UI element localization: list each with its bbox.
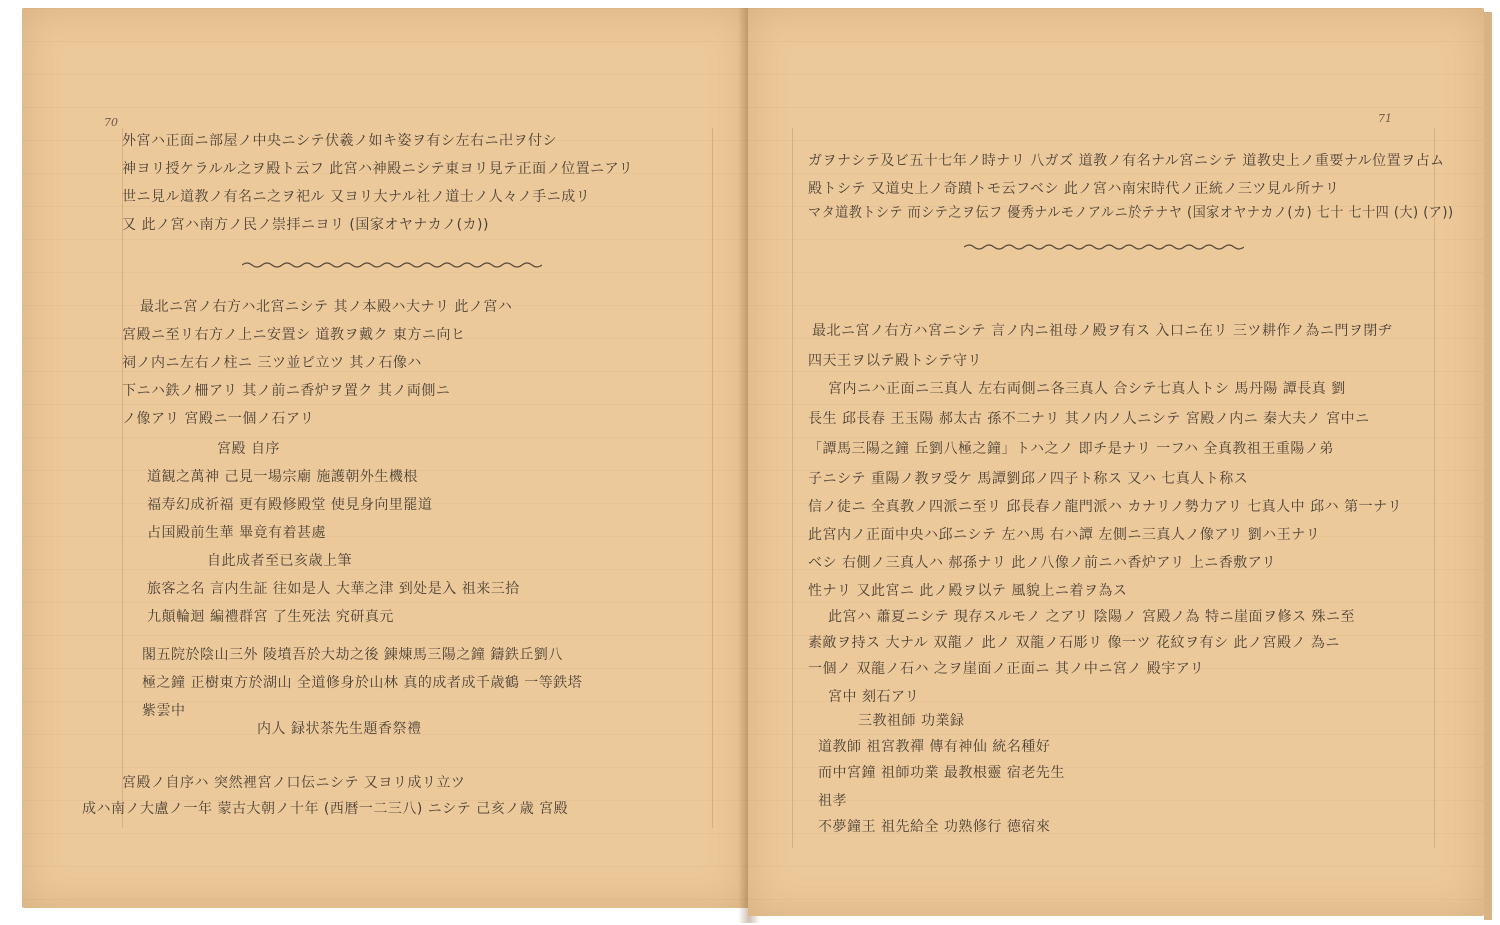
right-page	[748, 8, 1484, 916]
left-line-1: 外宮ハ正面ニ部屋ノ中央ニシテ伏羲ノ如キ姿ヲ有シ左右ニ卍ヲ付シ	[122, 133, 557, 149]
right-line-10: 信ノ徒ニ 全真教ノ四派ニ至リ 邱長春ノ龍門派ハ カナリノ勢力アリ 七真人中 邱ハ 第一ナリ	[808, 499, 1403, 515]
right-line-9: 子ニシテ 重陽ノ教ヲ受ケ 馬譚劉邱ノ四子ト称ス 又ハ 七真人ト称ス	[808, 471, 1249, 487]
left-wavy-divider	[242, 260, 542, 270]
left-line-13: 占国殿前生華 畢竟有着甚處	[147, 525, 326, 541]
left-line-16: 九顛輪迴 編禮群宮 了生死法 究研真元	[147, 609, 394, 625]
left-line-2: 神ヨリ授ケラルル之ヲ殿ト云フ 此宮ハ神殿ニシテ東ヨリ見テ正面ノ位置ニアリ	[122, 161, 634, 177]
left-line-3: 世ニ見ル道教ノ有名ニ之ヲ祀ル 又ヨリ大ナル社ノ道士ノ人々ノ手ニ成リ	[122, 189, 591, 205]
right-wavy-divider	[964, 242, 1244, 252]
right-line-6: 宮内ニハ正面ニ三真人 左右両側ニ各三真人 合シテ七真人トシ 馬丹陽 譚長真 劉	[828, 381, 1346, 397]
left-line-18: 極之鐘 正樹東方於湖山 全道修身於山林 真的成者成千歳鶴 一等鉄塔	[142, 675, 583, 691]
left-line-14: 自此成者至已亥歳上筆	[207, 553, 352, 569]
left-line-17: 閣五院於陰山三外 陵墳吾於大劫之後 錬煉馬三陽之鐘 鑄鉄丘劉八	[142, 647, 563, 663]
right-line-21: 祖孝	[818, 793, 847, 809]
right-line-3: マタ道教トシテ 而シテ之ヲ伝フ 優秀ナルモノアルニ於テナヤ (国家オヤナカノ(カ) 七十 七十四 (大) (ア))	[808, 205, 1454, 221]
right-line-12: ベシ 右側ノ三真人ハ 郝孫ナリ 此ノ八像ノ前ニハ香炉アリ 上ニ香敷アリ	[808, 555, 1277, 571]
right-line-16: 一個ノ 双龍ノ石ハ 之ヲ崖面ノ正面ニ 其ノ中ニ宮ノ 殿宇アリ	[808, 661, 1205, 677]
left-line-11: 道観之萬神 己見一場宗廟 施護朝外生機根	[147, 469, 418, 485]
right-page-number: 71	[1378, 112, 1392, 125]
right-line-5: 四天王ヲ以テ殿トシテ守リ	[808, 353, 982, 369]
right-line-18: 三教祖師 功業録	[858, 713, 965, 729]
right-margin-rule	[1434, 128, 1435, 848]
left-line-5: 最北ニ宮ノ右方ハ北宮ニシテ 其ノ本殿ハ大ナリ 此ノ宮ハ	[140, 299, 513, 315]
left-line-10: 宮殿 自序	[217, 441, 280, 457]
left-page	[22, 8, 748, 908]
left-line-20: 内人 録状茶先生題香祭禮	[257, 721, 422, 737]
left-line-15: 旅客之名 言内生証 往如是人 大華之津 到处是入 祖来三拾	[147, 581, 520, 597]
right-line-4: 最北ニ宮ノ右方ハ宮ニシテ 言ノ内ニ祖母ノ殿ヲ有ス 入口ニ在リ 三ツ耕作ノ為ニ門ヲ閉ヂ	[812, 323, 1393, 339]
right-line-11: 此宮内ノ正面中央ハ邱ニシテ 左ハ馬 右ハ譚 左側ニ三真人ノ像アリ 劉ハ王ナリ	[808, 527, 1321, 543]
right-line-17: 宮中 刻石アリ	[828, 689, 920, 705]
left-line-12: 福寿幻成祈福 更有殿修殿堂 使見身向里罷道	[147, 497, 433, 513]
left-line-4: 又 此ノ宮ハ南方ノ民ノ崇拝ニヨリ (国家オヤナカノ(カ))	[122, 217, 489, 233]
right-line-8: 「譚馬三陽之鐘 丘劉八極之鐘」トハ之ノ 即チ是ナリ 一フハ 全真教祖王重陽ノ弟	[808, 441, 1334, 457]
right-line-22: 不夢鐘王 祖先給全 功熟修行 德宿來	[818, 819, 1051, 835]
left-line-9: ノ像アリ 宮殿ニ一個ノ石アリ	[122, 411, 315, 427]
right-line-2: 殿トシテ 又道史上ノ奇蹟トモ云フベシ 此ノ宮ハ南宋時代ノ正統ノ三ツ見ル所ナリ	[808, 181, 1340, 197]
left-line-7: 祠ノ内ニ左右ノ柱ニ 三ツ並ビ立ツ 其ノ石像ハ	[122, 355, 422, 371]
left-line-21: 宮殿ノ自序ハ 突然裡宮ノ口伝ニシテ 又ヨリ成リ立ツ	[122, 775, 466, 791]
right-line-13: 性ナリ 又此宮ニ 此ノ殿ヲ以テ 風貌上ニ着ヲ為ス	[808, 583, 1128, 599]
right-line-20: 而中宮鐘 祖師功業 最教根靈 宿老先生	[818, 765, 1065, 781]
page-edge	[1484, 12, 1492, 920]
right-line-14: 此宮ハ 蕭夏ニシテ 現存スルモノ 之アリ 陰陽ノ 宮殿ノ為 特ニ崖面ヲ修ス 殊ニ至	[828, 609, 1355, 625]
left-line-8: 下ニハ鉄ノ柵アリ 其ノ前ニ香炉ヲ置ク 其ノ両側ニ	[122, 383, 451, 399]
left-page-number: 70	[104, 116, 118, 129]
left-margin-rule	[792, 128, 793, 848]
left-line-6: 宮殿ニ至リ右方ノ上ニ安置シ 道教ヲ戴ク 東方ニ向ヒ	[122, 327, 466, 343]
left-line-22: 成ハ南ノ大盧ノ一年 蒙古大朝ノ十年 (西暦一二三八) ニシテ 己亥ノ歳 宮殿	[82, 801, 569, 817]
right-line-7: 長生 邱長春 王玉陽 郝太古 孫不二ナリ 其ノ内ノ人ニシテ 宮殿ノ内ニ 秦大夫ノ 宮中ニ	[808, 411, 1370, 427]
left-line-19: 紫雲中	[142, 703, 186, 719]
right-margin-rule	[712, 128, 713, 828]
right-line-1: ガヲナシテ及ビ五十七年ノ時ナリ 八ガズ 道教ノ有名ナル宮ニシテ 道教史上ノ重要ナル位置ヲ占ム	[808, 153, 1445, 169]
right-line-15: 素敵ヲ持ス 大ナル 双龍ノ 此ノ 双龍ノ石彫リ 像一ツ 花紋ヲ有シ 此ノ宮殿ノ 為ニ	[808, 635, 1340, 651]
right-line-19: 道教師 祖宮教禪 傳有神仙 統名種好	[818, 739, 1051, 755]
